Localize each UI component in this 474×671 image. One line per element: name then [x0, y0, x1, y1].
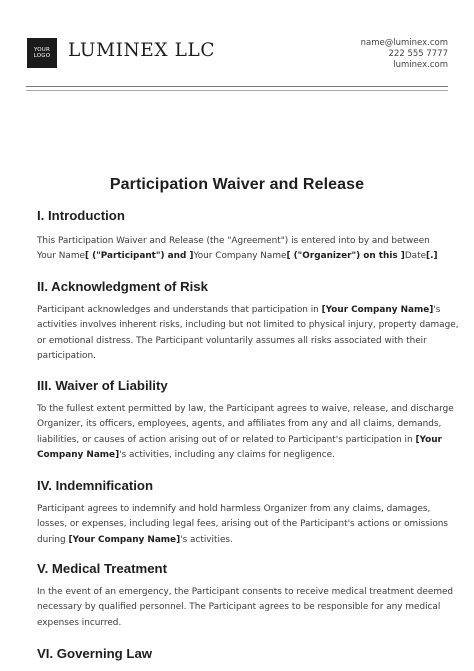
- paragraph-line: [37, 234, 447, 249]
- paragraph-line: [37, 585, 454, 600]
- paragraph-line: [37, 334, 447, 349]
- placeholder-field: [ ("Organizer") on this ]: [286, 251, 405, 262]
- section-heading: I. Introduction: [37, 208, 125, 223]
- placeholder-field: [.]: [426, 251, 438, 262]
- text-run: during: [37, 534, 69, 545]
- paragraph-line: [37, 533, 447, 548]
- section-heading: V. Medical Treatment: [37, 561, 167, 576]
- paragraph-line: [37, 448, 447, 463]
- text-run: Participant agrees to indemnify and hold harmless Organizer from any claims, damages,: [37, 504, 431, 514]
- paragraph-line: [37, 600, 447, 615]
- paragraph-line: [37, 349, 447, 364]
- company-logo: [27, 38, 57, 68]
- text-run: To the fullest extent permitted by law, the Participant agrees to waive, release, and discharge: [37, 404, 454, 414]
- section-paragraph: [37, 502, 447, 548]
- text-run: Organizer, its officers, employees, agents, and affiliates from any and all claims, demands,: [37, 419, 442, 430]
- text-run: Date: [404, 251, 427, 262]
- paragraph-line: [37, 249, 447, 264]
- placeholder-field: Company Name]: [37, 449, 120, 460]
- logo-line-2: LOGO: [33, 53, 51, 59]
- section-paragraph: [37, 585, 454, 631]
- section-heading: IV. Indemnification: [37, 478, 154, 493]
- text-run: 's activities, including any claims for negligence.: [119, 449, 335, 460]
- header-divider-bottom: [26, 90, 448, 91]
- section-paragraph: [37, 234, 447, 265]
- placeholder-field: [ ("Participant") and ]: [84, 251, 194, 262]
- text-run: 's: [433, 305, 441, 315]
- paragraph-line: [37, 502, 447, 517]
- text-run: expenses incurred.: [37, 617, 122, 628]
- text-run: Your Company Name: [193, 251, 287, 262]
- placeholder-field: [Your Company Name]: [321, 305, 434, 315]
- text-run: necessary by qualified personnel. The Participant agrees to be responsible for any medical: [37, 602, 441, 613]
- contact-email: name@luminex.com: [360, 38, 448, 48]
- paragraph-line: [37, 318, 459, 333]
- placeholder-field: [Your: [415, 434, 442, 445]
- contact-website: luminex.com: [393, 60, 448, 70]
- header-divider-top: [26, 86, 448, 87]
- text-run: This Participation Waiver and Release (the "Agreement") is entered into by and between: [37, 236, 430, 246]
- text-run: Participant acknowledges and understands that participation in: [37, 305, 322, 315]
- paragraph-line: [37, 433, 447, 448]
- paragraph-line: [37, 616, 447, 631]
- company-name: LUMINEX LLC: [68, 40, 216, 61]
- section-paragraph: [37, 402, 454, 463]
- section-heading: VI. Governing Law: [37, 646, 153, 661]
- text-run: losses, or expenses, including legal fees, arising out of the Participant's actions or omissions: [37, 519, 449, 530]
- text-run: In the event of an emergency, the Participant consents to receive medical treatment deemed: [37, 587, 454, 597]
- paragraph-line: [37, 303, 447, 318]
- document-title: Participation Waiver and Release: [109, 176, 365, 193]
- paragraph-line: [37, 417, 447, 432]
- text-run: activities involves inherent risks, including but not limited to physical injury, property damage,: [37, 320, 459, 331]
- text-run: Your Name: [37, 251, 85, 262]
- paragraph-line: [37, 517, 447, 532]
- document-header: [0, 0, 474, 96]
- contact-phone: 222 555 7777: [388, 49, 448, 59]
- section-heading: III. Waiver of Liability: [37, 378, 168, 393]
- contact-info: [361, 38, 448, 71]
- text-run: or emotional distress. The Participant voluntarily assumes all risks associated with their: [37, 335, 427, 346]
- section-paragraph: [37, 303, 459, 364]
- text-run: 's activities.: [180, 534, 233, 545]
- section-heading: II. Acknowledgment of Risk: [37, 279, 208, 294]
- paragraph-line: [37, 402, 454, 417]
- placeholder-field: [Your Company Name]: [68, 534, 181, 545]
- text-run: liabilities, or causes of action arising out of or related to Participant's participation in: [37, 434, 416, 445]
- logo-line-1: YOUR: [33, 46, 51, 53]
- text-run: participation.: [37, 350, 96, 361]
